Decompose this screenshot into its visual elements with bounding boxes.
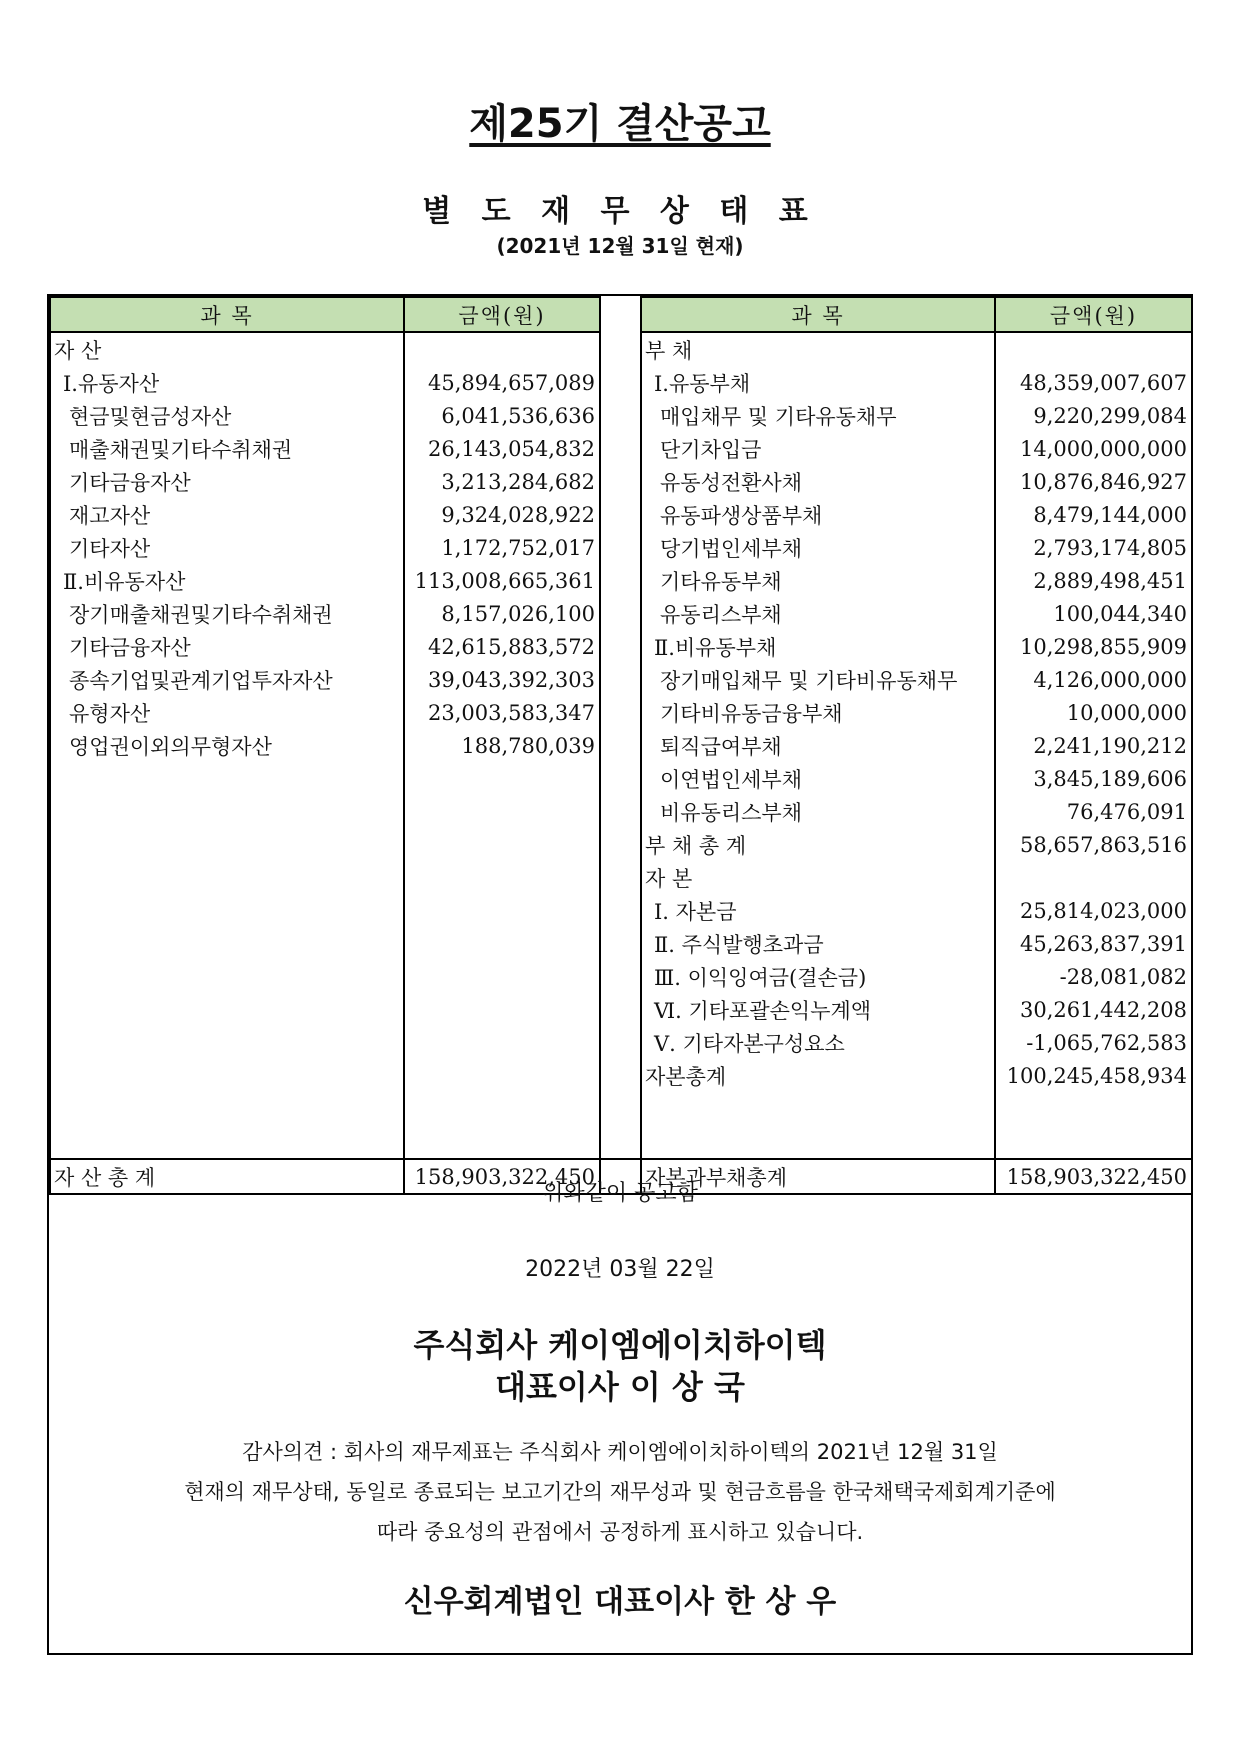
right-subject: Ⅲ. 이익잉여금(결손금) xyxy=(641,960,995,993)
left-amount: 6,041,536,636 xyxy=(404,399,600,432)
table-header-row xyxy=(50,297,1192,332)
table-row xyxy=(50,894,1192,927)
left-amount: 39,043,392,303 xyxy=(404,663,600,696)
left-amount xyxy=(404,927,600,960)
column-gap xyxy=(600,498,641,531)
left-amount: 113,008,665,361 xyxy=(404,564,600,597)
column-gap xyxy=(600,531,641,564)
left-subject xyxy=(50,960,404,993)
column-gap xyxy=(600,1092,641,1125)
left-subject xyxy=(50,1092,404,1125)
right-subject: 부 채 xyxy=(641,332,995,366)
left-amount: 9,324,028,922 xyxy=(404,498,600,531)
right-amount: -1,065,762,583 xyxy=(995,1026,1192,1059)
right-subject: 당기법인세부채 xyxy=(641,531,995,564)
left-subject: 장기매출채권및기타수취채권 xyxy=(50,597,404,630)
right-amount: 9,220,299,084 xyxy=(995,399,1192,432)
column-gap xyxy=(600,564,641,597)
left-subject xyxy=(50,1059,404,1092)
left-subject xyxy=(50,762,404,795)
left-subject: 유형자산 xyxy=(50,696,404,729)
right-amount: 3,845,189,606 xyxy=(995,762,1192,795)
right-amount: 100,245,458,934 xyxy=(995,1059,1192,1092)
table-row xyxy=(50,663,1192,696)
audit-line: 현재의 재무상태, 동일로 종료되는 보고기간의 재무성과 및 현금흐름을 한국채택국제회계기준에 xyxy=(184,1480,1056,1504)
column-gap xyxy=(600,465,641,498)
right-amount xyxy=(995,1125,1192,1159)
right-amount: 30,261,442,208 xyxy=(995,993,1192,1026)
right-amount: 48,359,007,607 xyxy=(995,366,1192,399)
left-amount: 45,894,657,089 xyxy=(404,366,600,399)
table-row xyxy=(50,630,1192,663)
total-liabilities-equity-value: 158,903,322,450 xyxy=(995,1159,1192,1194)
left-subject: 영업권이외의무형자산 xyxy=(50,729,404,762)
as-of-date: (2021년 12월 31일 현재) xyxy=(496,234,744,258)
table-row xyxy=(50,332,1192,366)
table-row xyxy=(50,1125,1192,1159)
left-amount xyxy=(404,1092,600,1125)
right-amount: 2,793,174,805 xyxy=(995,531,1192,564)
total-assets-label: 자 산 총 계 xyxy=(50,1159,404,1194)
right-amount: 14,000,000,000 xyxy=(995,432,1192,465)
column-gap xyxy=(600,399,641,432)
table-row xyxy=(50,828,1192,861)
column-gap xyxy=(600,1059,641,1092)
column-gap xyxy=(600,861,641,894)
audit-line: 감사의견 : 회사의 재무제표는 주식회사 케이엠에이치하이텍의 2021년 12월 31일 xyxy=(242,1440,998,1464)
notice-text: 위와같이 공고함 xyxy=(542,1181,698,1206)
right-subject: 퇴직급여부채 xyxy=(641,729,995,762)
column-gap xyxy=(600,630,641,663)
right-subject: 자본총계 xyxy=(641,1059,995,1092)
left-subject: 재고자산 xyxy=(50,498,404,531)
right-amount: 2,889,498,451 xyxy=(995,564,1192,597)
left-amount: 8,157,026,100 xyxy=(404,597,600,630)
table-row xyxy=(50,432,1192,465)
column-gap xyxy=(600,1125,641,1159)
left-subject xyxy=(50,795,404,828)
right-subject: 부 채 총 계 xyxy=(641,828,995,861)
table-row xyxy=(50,1092,1192,1125)
total-liabilities-equity-label: 자본과부채총계 xyxy=(641,1159,995,1194)
column-gap xyxy=(600,1026,641,1059)
right-amount: 8,479,144,000 xyxy=(995,498,1192,531)
column-gap xyxy=(600,960,641,993)
column-gap xyxy=(600,795,641,828)
audit-opinion xyxy=(49,1432,1191,1552)
column-gap xyxy=(600,366,641,399)
right-subject: Ⅰ.유동부채 xyxy=(641,366,995,399)
right-amount-header: 금액(원) xyxy=(995,297,1192,332)
right-amount: 25,814,023,000 xyxy=(995,894,1192,927)
column-gap xyxy=(600,297,641,332)
right-amount: -28,081,082 xyxy=(995,960,1192,993)
company-signature xyxy=(49,1324,1191,1408)
column-gap xyxy=(600,828,641,861)
company-name: 주식회사 케이엠에이치하이텍 xyxy=(413,1326,827,1364)
left-amount: 26,143,054,832 xyxy=(404,432,600,465)
table-row xyxy=(50,564,1192,597)
right-subject: Ⅵ. 기타포괄손익누계액 xyxy=(641,993,995,1026)
right-amount: 100,044,340 xyxy=(995,597,1192,630)
right-amount: 2,241,190,212 xyxy=(995,729,1192,762)
table-row xyxy=(50,399,1192,432)
column-gap xyxy=(600,696,641,729)
right-amount: 58,657,863,516 xyxy=(995,828,1192,861)
table-row xyxy=(50,531,1192,564)
right-subject: 비유동리스부채 xyxy=(641,795,995,828)
right-subject: Ⅱ. 주식발행초과금 xyxy=(641,927,995,960)
left-amount xyxy=(404,1125,600,1159)
right-amount xyxy=(995,332,1192,366)
column-gap xyxy=(600,729,641,762)
left-subject: 현금및현금성자산 xyxy=(50,399,404,432)
column-gap xyxy=(600,663,641,696)
right-amount: 10,876,846,927 xyxy=(995,465,1192,498)
right-subject-header: 과 목 xyxy=(641,297,995,332)
auditor-signature: 신우회계법인 대표이사 한 상 우 xyxy=(403,1584,837,1620)
left-subject: Ⅱ.비유동자산 xyxy=(50,564,404,597)
table-row xyxy=(50,498,1192,531)
left-subject: Ⅰ.유동자산 xyxy=(50,366,404,399)
audit-line: 따라 중요성의 관점에서 공정하게 표시하고 있습니다. xyxy=(376,1520,864,1544)
table-row xyxy=(50,696,1192,729)
left-amount xyxy=(404,828,600,861)
left-amount: 42,615,883,572 xyxy=(404,630,600,663)
right-subject: 유동리스부채 xyxy=(641,597,995,630)
column-gap xyxy=(600,597,641,630)
right-subject: Ⅴ. 기타자본구성요소 xyxy=(641,1026,995,1059)
right-amount: 10,298,855,909 xyxy=(995,630,1192,663)
left-subject: 기타금융자산 xyxy=(50,465,404,498)
left-amount xyxy=(404,894,600,927)
right-subject: 기타비유동금융부채 xyxy=(641,696,995,729)
table-row xyxy=(50,366,1192,399)
right-subject: Ⅰ. 자본금 xyxy=(641,894,995,927)
right-subject xyxy=(641,1125,995,1159)
right-amount: 10,000,000 xyxy=(995,696,1192,729)
left-subject xyxy=(50,894,404,927)
left-amount xyxy=(404,960,600,993)
table-row xyxy=(50,465,1192,498)
right-amount: 4,126,000,000 xyxy=(995,663,1192,696)
column-gap xyxy=(600,894,641,927)
left-subject: 기타금융자산 xyxy=(50,630,404,663)
right-subject: 단기차입금 xyxy=(641,432,995,465)
left-subject: 자 산 xyxy=(50,332,404,366)
right-subject: 매입채무 및 기타유동채무 xyxy=(641,399,995,432)
left-amount: 23,003,583,347 xyxy=(404,696,600,729)
left-amount: 1,172,752,017 xyxy=(404,531,600,564)
right-amount xyxy=(995,1092,1192,1125)
table-row xyxy=(50,729,1192,762)
left-amount xyxy=(404,1059,600,1092)
right-subject: 유동성전환사채 xyxy=(641,465,995,498)
column-gap xyxy=(600,432,641,465)
table-row xyxy=(50,762,1192,795)
left-subject xyxy=(50,861,404,894)
left-amount: 3,213,284,682 xyxy=(404,465,600,498)
statement-title: 별 도 재 무 상 태 표 xyxy=(422,194,818,229)
table-row xyxy=(50,1059,1192,1092)
announcement-title: 제25기 결산공고 xyxy=(469,101,771,147)
table-row xyxy=(50,993,1192,1026)
total-assets-value: 158,903,322,450 xyxy=(404,1159,600,1194)
left-amount xyxy=(404,993,600,1026)
left-subject xyxy=(50,927,404,960)
table-row xyxy=(50,795,1192,828)
right-subject xyxy=(641,1092,995,1125)
table-row xyxy=(50,927,1192,960)
column-gap xyxy=(600,993,641,1026)
table-row xyxy=(50,1026,1192,1059)
right-subject: 장기매입채무 및 기타비유동채무 xyxy=(641,663,995,696)
left-amount xyxy=(404,861,600,894)
balance-sheet-table xyxy=(49,296,1193,1195)
left-subject xyxy=(50,828,404,861)
right-subject: 자 본 xyxy=(641,861,995,894)
right-subject: 이연법인세부채 xyxy=(641,762,995,795)
left-amount xyxy=(404,1026,600,1059)
right-amount: 45,263,837,391 xyxy=(995,927,1192,960)
left-amount: 188,780,039 xyxy=(404,729,600,762)
ceo-name: 대표이사 이 상 국 xyxy=(495,1368,745,1406)
notice-date: 2022년 03월 22일 xyxy=(525,1257,715,1282)
left-amount xyxy=(404,795,600,828)
left-subject: 매출채권및기타수취채권 xyxy=(50,432,404,465)
right-subject: 기타유동부채 xyxy=(641,564,995,597)
left-amount xyxy=(404,762,600,795)
table-row xyxy=(50,597,1192,630)
left-subject xyxy=(50,993,404,1026)
table-row xyxy=(50,861,1192,894)
right-subject: 유동파생상품부채 xyxy=(641,498,995,531)
column-gap xyxy=(600,332,641,366)
right-amount: 76,476,091 xyxy=(995,795,1192,828)
left-subject: 기타자산 xyxy=(50,531,404,564)
right-amount xyxy=(995,861,1192,894)
left-subject-header: 과 목 xyxy=(50,297,404,332)
statement-frame xyxy=(47,294,1193,1655)
table-row xyxy=(50,960,1192,993)
column-gap xyxy=(600,927,641,960)
right-subject: Ⅱ.비유동부채 xyxy=(641,630,995,663)
column-gap xyxy=(600,762,641,795)
left-amount xyxy=(404,332,600,366)
left-subject: 종속기업및관계기업투자자산 xyxy=(50,663,404,696)
left-subject xyxy=(50,1026,404,1059)
left-subject xyxy=(50,1125,404,1159)
left-amount-header: 금액(원) xyxy=(404,297,600,332)
